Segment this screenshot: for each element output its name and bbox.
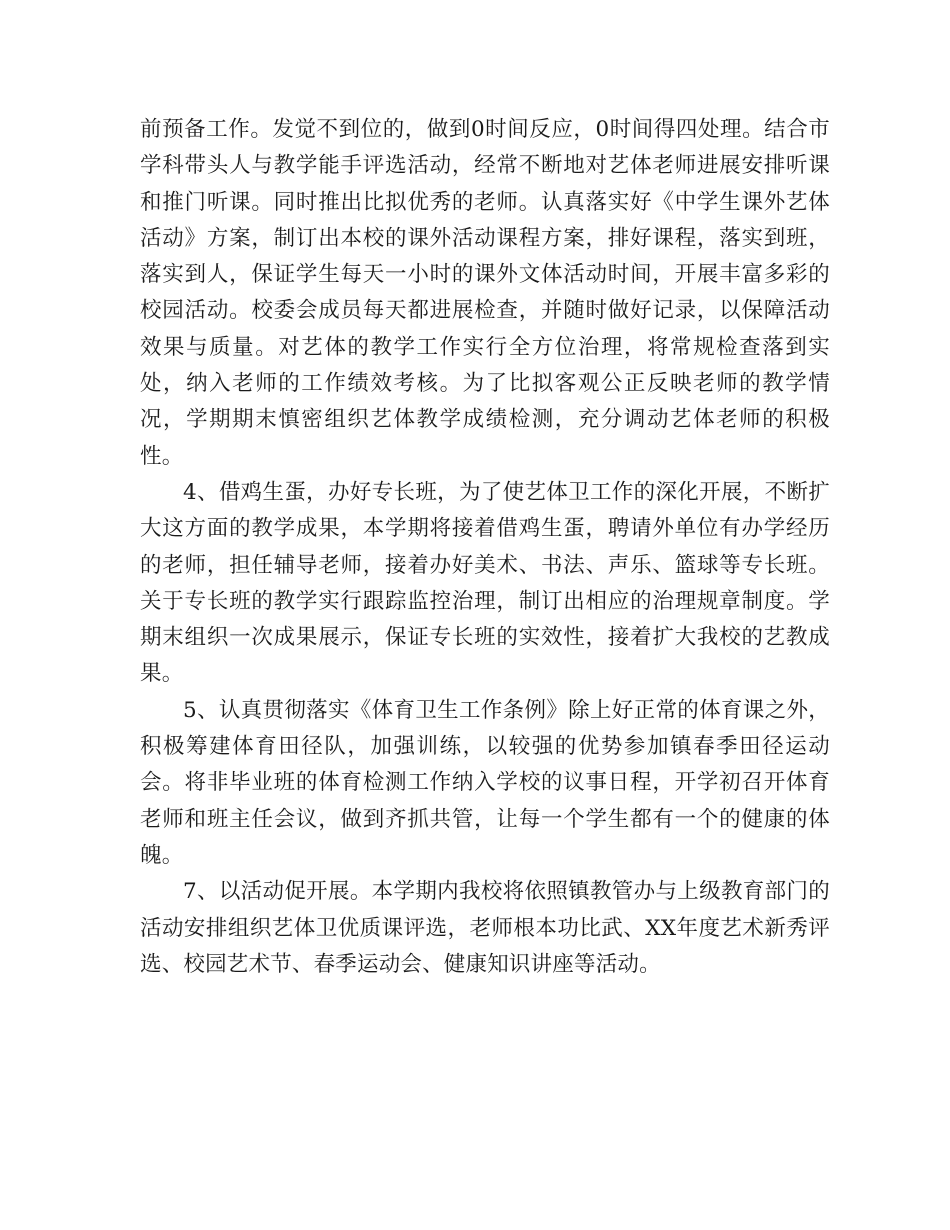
document-body (140, 112, 830, 983)
list-item-4: 4、借鸡生蛋，办好专长班，为了使艺体卫工作的深化开展，不断扩大这方面的教学成果，本学期将接着借鸡生蛋，聘请外单位有办学经历的老师，担任辅导老师，接着办好美术、书法、声乐、篮球等专长班。关于专长班的教学实行跟踪监控治理，制订出相应的治理规章制度。学期末组织一次成果展示，保证专长班的实效性，接着扩大我校的艺教成果。 (140, 479, 830, 687)
list-item-7: 7、以活动促开展。本学期内我校将依照镇教管办与上级教育部门的活动安排组织艺体卫优质课评选，老师根本功比武、XX年度艺术新秀评选、校园艺术节、春季运动会、健康知识讲座等活动。 (140, 879, 830, 977)
list-item-5: 5、认真贯彻落实《体育卫生工作条例》除上好正常的体育课之外，积极筹建体育田径队，加强训练，以较强的优势参加镇春季田径运动会。将非毕业班的体育检测工作纳入学校的议事日程，开学初召开体育老师和班主任会议，做到齐抓共管，让每一个学生都有一个的健康的体魄。 (140, 697, 830, 868)
continued-paragraph: 前预备工作。发觉不到位的，做到0时间反应，0时间得四处理。结合市学科带头人与教学能手评选活动，经常不断地对艺体老师进展安排听课和推门听课。同时推出比拟优秀的老师。认真落实好《中学生课外艺体活动》方案，制订出本校的课外活动课程方案，排好课程，落实到班，落实到人，保证学生每天一小时的课外文体活动时间，开展丰富多彩的校园活动。校委会成员每天都进展检查，并随时做好记录，以保障活动效果与质量。对艺体的教学工作实行全方位治理，将常规检查落到实处，纳入老师的工作绩效考核。为了比拟客观公正反映老师的教学情况，学期期末慎密组织艺体教学成绩检测，充分调动艺体老师的积极性。 (140, 117, 830, 469)
